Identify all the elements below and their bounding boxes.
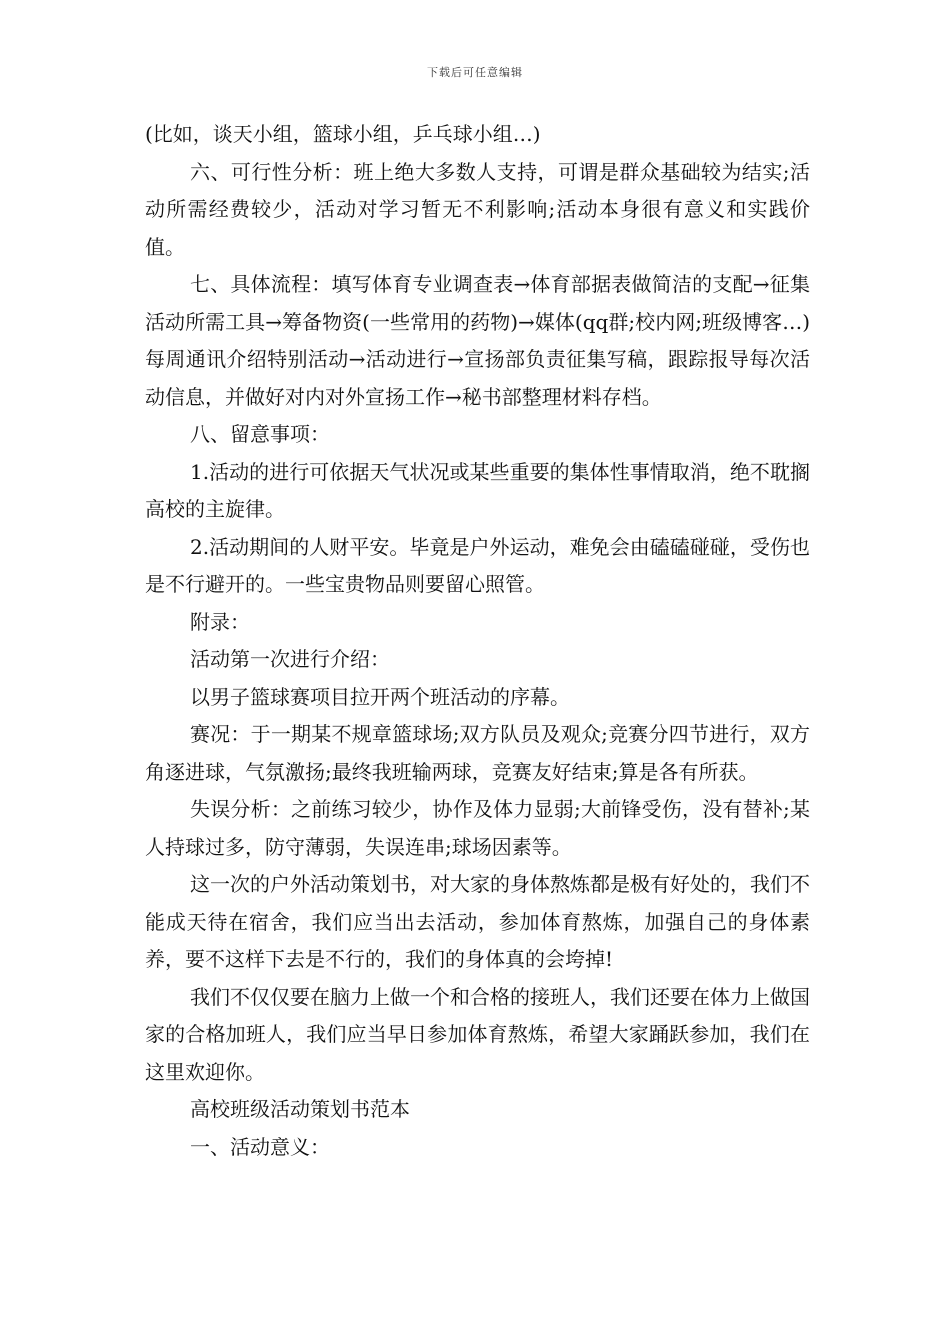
paragraph-first-activity: 活动第一次进行介绍： — [190, 647, 390, 671]
paragraph-match-report: 赛况：于一期某不规章篮球场;双方队员及观众;竞赛分四节进行，双方角逐进球，气氛激扬;最终我班输两球，竞赛友好结束;算是各有所获。 — [145, 722, 810, 784]
document-body — [145, 116, 810, 1166]
paragraph-conclusion: 这一次的户外活动策划书，对大家的身体熬炼都是极有好处的，我们不能成天待在宿舍，我们应当出去活动，参加体育熬炼，加强自己的身体素养，要不这样下去是不行的，我们的身体真的会垮掉! — [145, 872, 810, 971]
paragraph-examples: (比如，谈天小组，篮球小组，乒乓球小组…) — [145, 122, 541, 146]
paragraph-section-heading: 一、活动意义： — [190, 1134, 330, 1159]
paragraph-error-analysis: 失误分析：之前练习较少，协作及体力显弱;大前锋受伤，没有替补;某人持球过多，防守薄弱，失误连串;球场因素等。 — [145, 797, 810, 859]
paragraph-appendix-heading: 附录： — [190, 609, 250, 634]
paragraph-invitation: 我们不仅仅要在脑力上做一个和合格的接班人，我们还要在体力上做国家的合格加班人，我们应当早日参加体育熬炼，希望大家踊跃参加，我们在这里欢迎你。 — [145, 984, 810, 1084]
paragraph-notes-heading: 八、留意事项： — [190, 422, 330, 446]
paragraph-note-1: 1.活动的进行可依据天气状况或某些重要的集体性事情取消，绝不耽搁高校的主旋律。 — [145, 459, 810, 521]
paragraph-feasibility: 六、可行性分析：班上绝大多数人支持，可谓是群众基础较为结实;活动所需经费较少，活动对学习暂无不利影响;活动本身很有意义和实践价值。 — [145, 159, 810, 259]
paragraph-basketball-intro: 以男子篮球赛项目拉开两个班活动的序幕。 — [190, 684, 570, 709]
paragraph-note-2: 2.活动期间的人财平安。毕竟是户外运动，难免会由磕磕碰碰，受伤也是不行避开的。一些宝贵物品则要留心照管。 — [145, 534, 810, 596]
paragraph-process: 七、具体流程：填写体育专业调查表→体育部据表做简洁的支配→征集活动所需工具→筹备物资(一些常用的药物)→媒体(qq群;校内网;班级博客…)每周通讯介绍特别活动→活动进行→宣扬部负责征集写稿，跟踪报导每次活动信息，并做好对内对外宣扬工作→秘书部整理材料存档。 — [145, 272, 810, 409]
paragraph-template-title: 高校班级活动策划书范本 — [190, 1097, 410, 1121]
page-header: 下载后可任意编辑 — [427, 66, 523, 79]
